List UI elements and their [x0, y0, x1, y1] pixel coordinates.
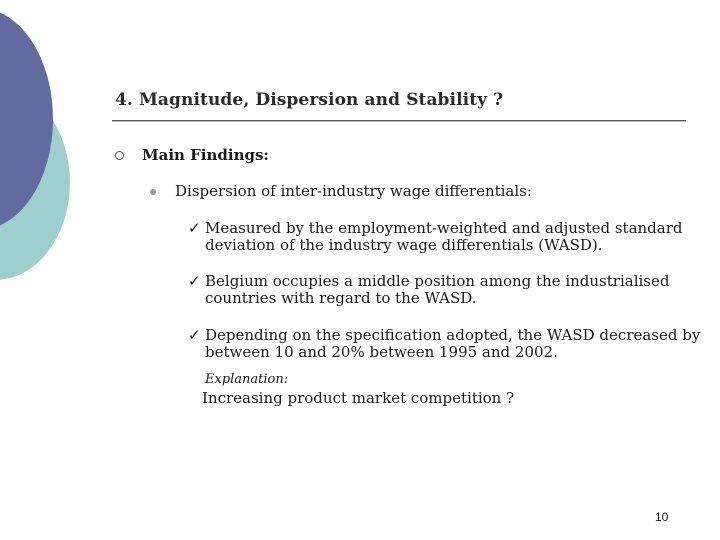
dispersion-heading: Dispersion of inter-industry wage differentials:: [175, 182, 532, 200]
explanation-text: Increasing product market competition ?: [202, 389, 515, 407]
finding-point-3-text: [205, 327, 700, 361]
filled-circle-bullet-icon: [150, 189, 156, 195]
finding-point-1-line1: Measured by the employment-weighted and adjusted standard: [205, 219, 683, 237]
finding-point-2-line1: Belgium occupies a middle position among the industrialised: [205, 272, 670, 290]
checkmark-icon: ✓: [188, 326, 201, 344]
slide-title: 4. Magnitude, Dispersion and Stability ?: [115, 90, 504, 110]
page-number: 10: [655, 510, 669, 524]
main-findings-heading: Main Findings:: [142, 146, 269, 164]
finding-point-3-line2: between 10 and 20% between 1995 and 2002.: [205, 343, 558, 361]
finding-point-1-line2: deviation of the industry wage differentials (WASD).: [205, 236, 603, 254]
title-divider: [112, 120, 686, 121]
explanation-label: Explanation:: [205, 372, 289, 387]
finding-point-3-line1: Depending on the specification adopted, the WASD decreased by: [205, 326, 701, 344]
finding-point-2-line2: countries with regard to the WASD.: [205, 289, 477, 307]
finding-point-2-text: [205, 273, 669, 307]
finding-point-1-text: [205, 220, 683, 254]
hollow-circle-bullet-icon: [115, 151, 124, 160]
checkmark-icon: ✓: [188, 219, 201, 237]
checkmark-icon: ✓: [188, 272, 201, 290]
